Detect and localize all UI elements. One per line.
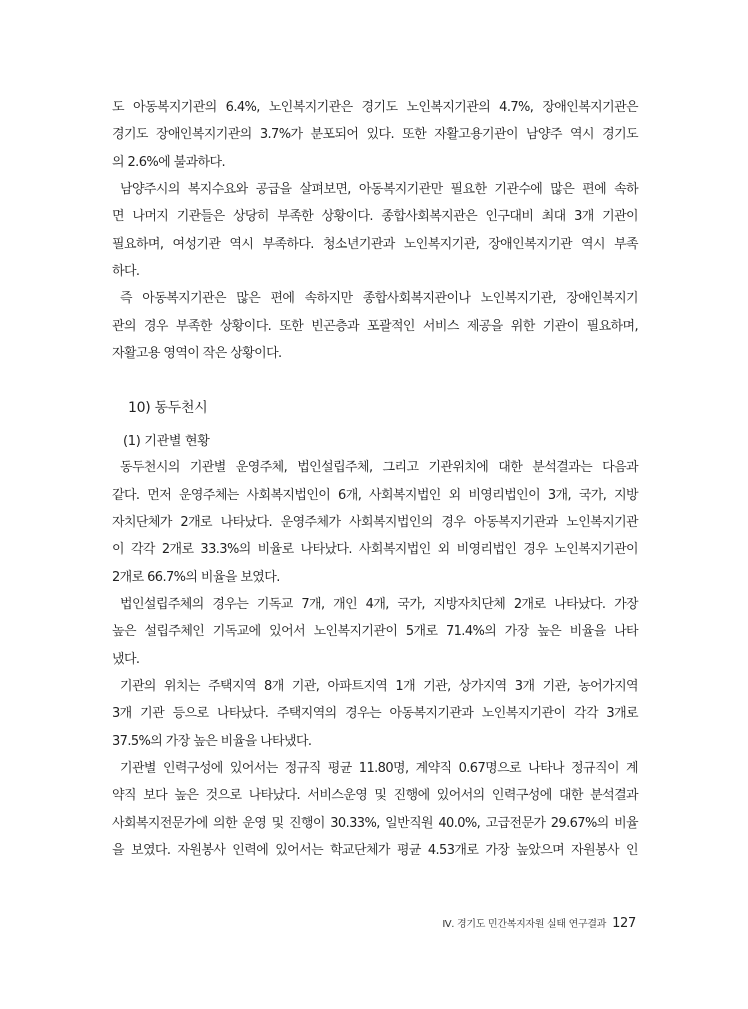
- body-line: 같다. 먼저 운영주체는 사회복지법인이 6개, 사회복지법인 외 비영리법인이 3개, 국가, 지방: [112, 488, 638, 503]
- body-line: 도 아동복지기관의 6.4%, 노인복지기관은 경기도 노인복지기관의 4.7%, 장애인복지기관은: [112, 100, 638, 115]
- body-line: 2개로 66.7%의 비율을 보였다.: [112, 570, 280, 585]
- body-line: 이 각각 2개로 33.3%의 비율로 나타났다. 사회복지법인 외 비영리법인 경우 노인복지기관이: [112, 542, 638, 557]
- body-line: 기관별 인력구성에 있어서는 정규직 평균 11.80명, 계약직 0.67명으로 나타나 정규직이 계: [120, 761, 638, 776]
- body-line: 자활고용 영역이 작은 상황이다.: [112, 346, 282, 361]
- body-line: 법인설립주체의 경우는 기독교 7개, 개인 4개, 국가, 지방자치단체 2개로 나타났다. 가장: [120, 597, 638, 612]
- body-line: 경기도 장애인복지기관의 3.7%가 분포되어 있다. 또한 자활고용기관이 남양주 역시 경기도: [112, 127, 638, 142]
- body-line: 3개 기관 등으로 나타났다. 주택지역의 경우는 아동복지기관과 노인복지기관이 각각 3개로: [112, 706, 638, 721]
- body-line: 높은 설립주체인 기독교에 있어서 노인복지기관이 5개로 71.4%의 가장 높은 비율을 나타: [112, 624, 638, 639]
- body-line: 동두천시의 기관별 운영주체, 법인설립주체, 그리고 기관위치에 대한 분석결과는 다음과: [120, 460, 638, 475]
- body-line: 을 보였다. 자원봉사 인력에 있어서는 학교단체가 평균 4.53개로 가장 높았으며 자원봉사 인: [112, 843, 638, 858]
- body-line: 자치단체가 2개로 나타났다. 운영주체가 사회복지법인의 경우 아동복지기관과 노인복지기관: [112, 515, 638, 530]
- body-line: 37.5%의 가장 높은 비율을 나타냈다.: [112, 734, 312, 749]
- body-line: 의 2.6%에 불과하다.: [112, 155, 225, 170]
- body-line: 남양주시의 복지수요와 공급을 살펴보면, 아동복지기관만 필요한 기관수에 많은 편에 속하: [120, 182, 638, 197]
- page-footer: [412, 917, 636, 932]
- body-line: 즉 아동복지기관은 많은 편에 속하지만 종합사회복지관이나 노인복지기관, 장애인복지기: [120, 291, 638, 306]
- body-line: 필요하며, 여성기관 역시 부족하다. 청소년기관과 노인복지기관, 장애인복지기관 역시 부족: [112, 237, 638, 252]
- body-line: 약직 보다 높은 것으로 나타났다. 서비스운영 및 진행에 있어서의 인력구성에 대한 분석결과: [112, 788, 638, 803]
- page-number: 127: [612, 916, 636, 931]
- running-title: Ⅳ. 경기도 민간복지자원 실태 연구결과: [442, 919, 607, 930]
- subsection-heading: (1) 기관별 현황: [123, 434, 210, 449]
- body-line: 하다.: [112, 264, 140, 279]
- body-line: 기관의 위치는 주택지역 8개 기관, 아파트지역 1개 기관, 상가지역 3개 기관, 농어가지역: [120, 679, 638, 694]
- section-heading: 10) 동두천시: [128, 400, 208, 416]
- body-line: 냈다.: [112, 652, 140, 667]
- body-line: 면 나머지 기관들은 상당히 부족한 상황이다. 종합사회복지관은 인구대비 최대 3개 기관이: [112, 209, 638, 224]
- body-line: 관의 경우 부족한 상황이다. 또한 빈곤층과 포괄적인 서비스 제공을 위한 기관이 필요하며,: [112, 319, 638, 334]
- body-line: 사회복지전문가에 의한 운영 및 진행이 30.33%, 일반직원 40.0%, 고급전문가 29.67%의 비율: [112, 816, 638, 831]
